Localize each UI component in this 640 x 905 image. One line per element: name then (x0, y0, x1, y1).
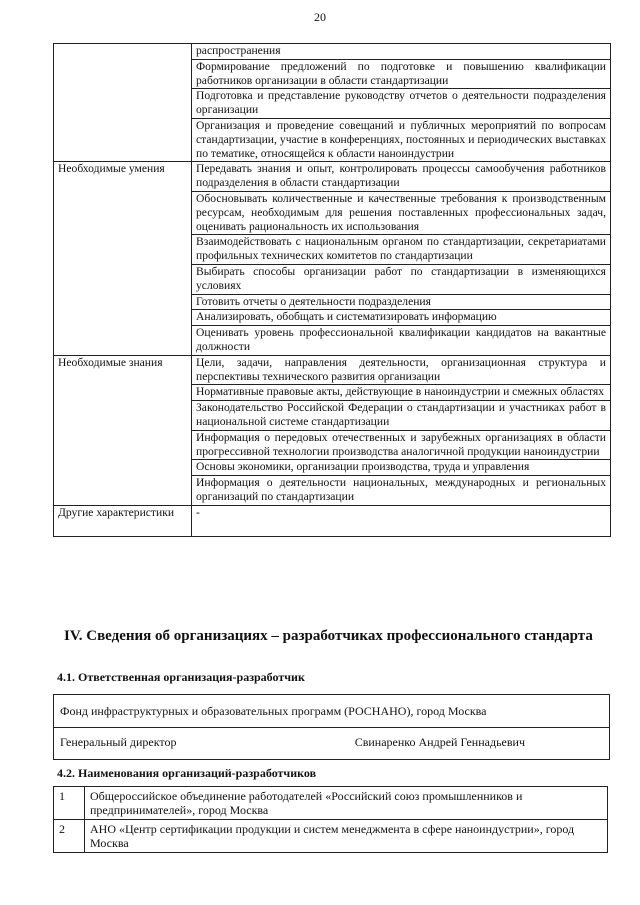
row-number: 1 (54, 787, 85, 820)
table-row (54, 355, 611, 505)
organization-name: Общероссийское объединение работодателей «Российский союз промышленников и предпринимателей», город Москва (85, 787, 608, 820)
section-iv-title: IV. Сведения об организациях – разработчиках профессионального стандарта (64, 628, 593, 644)
list-item: Подготовка и представление руководству отчетов о деятельности подразделения организации (192, 89, 610, 119)
responsible-organization-box (53, 694, 610, 760)
table-row (54, 162, 611, 355)
row-number: 2 (54, 820, 85, 853)
list-item: Формирование предложений по подготовке и повышению квалификации работников организации в области стандартизации (192, 60, 610, 90)
page-number: 20 (314, 10, 326, 24)
list-item: Организация и проведение совещаний и публичных мероприятий по вопросам стандартизации, участие в конференциях, постоянных и периодических выставках по тематике, относящейся к области наноиндустрии (196, 118, 606, 160)
organization-name: АНО «Центр сертификации продукции и систем менеджмента в сфере наноиндустрии», город Москва (85, 820, 608, 853)
list-item: Передавать знания и опыт, контролировать процессы самообучения работников подразделения в области стандартизации (192, 162, 610, 192)
table-row (54, 505, 611, 536)
table-row (54, 44, 611, 162)
organization-name: Фонд инфраструктурных и образовательных программ (РОСНАНО), город Москва (54, 695, 609, 728)
list-item: Законодательство Российской Федерации о стандартизации и участниках работ в национальной системе стандартизации (192, 401, 610, 431)
list-item: Информация о передовых отечественных и зарубежных организациях в области прогрессивной технологии производства аналогичной продукции наноиндустрии (192, 431, 610, 461)
competency-table (53, 43, 611, 537)
list-item: Обосновывать количественные и качественные требования к производственным ресурсам, необходимым для решения поставленных профессиональных задач, оценивать рациональность их использования (192, 192, 610, 235)
list-item: Взаимодействовать с национальным органом по стандартизации, секретариатами профильных технических комитетов по стандартизации (192, 235, 610, 265)
other-value: - (192, 505, 611, 536)
director-name: Свинаренко Андрей Геннадьевич (354, 735, 525, 749)
skills-cell (192, 162, 611, 355)
continuation-cell (192, 44, 611, 162)
other-label: Другие характеристики (54, 505, 192, 536)
skills-label: Необходимые умения (54, 162, 192, 355)
developer-organizations-table (53, 786, 608, 853)
list-item: Оценивать уровень профессиональной квалификации кандидатов на вакантные должности (196, 326, 606, 353)
list-item: Готовить отчеты о деятельности подразделения (192, 295, 610, 311)
empty-label-cell (54, 44, 192, 162)
list-item: Нормативные правовые акты, действующие в наноиндустрии и смежных областях (192, 385, 610, 401)
list-item: Информация о деятельности национальных, международных и региональных организаций по стандартизации (196, 476, 606, 503)
list-item: Основы экономики, организации производства, труда и управления (192, 460, 610, 476)
section-4-2-title: 4.2. Наименования организаций-разработчиков (57, 766, 317, 780)
table-row (54, 820, 608, 853)
director-position: Генеральный директор (60, 735, 177, 749)
knowledge-label: Необходимые знания (54, 355, 192, 505)
list-item: распространения (192, 44, 610, 60)
table-row (54, 787, 608, 820)
knowledge-cell (192, 355, 611, 505)
section-4-1-title: 4.1. Ответственная организация-разработчик (57, 670, 305, 684)
director-row (54, 728, 609, 759)
list-item: Выбирать способы организации работ по стандартизации в изменяющихся условиях (192, 265, 610, 295)
list-item: Цели, задачи, направления деятельности, организационная структура и перспективы технического развития организации (192, 356, 610, 386)
list-item: Анализировать, обобщать и систематизировать информацию (192, 310, 610, 326)
